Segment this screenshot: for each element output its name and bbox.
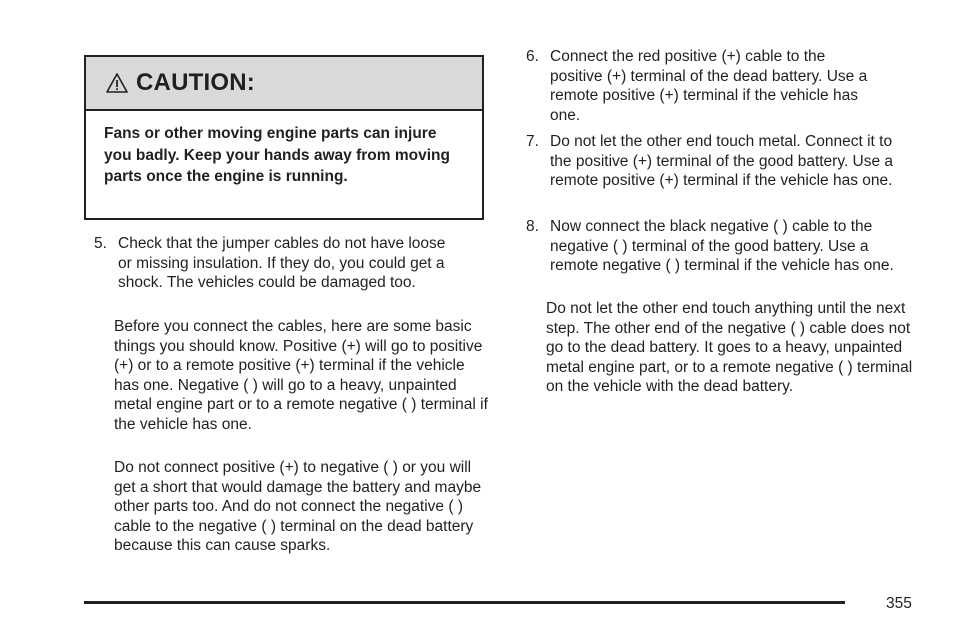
step-text: Check that the jumper cables do not have loose or missing insulation. If they do, you could get a shock. The vehicles could be damaged too. <box>118 235 446 291</box>
step-text: Now connect the black negative ( ) cable to the negative ( ) terminal of the good battery. Use a remote negative ( ) terminal if the vehicle has one. <box>550 218 894 274</box>
paragraph-cable-basics: Before you connect the cables, here are some basic things you should know. Positive (+) will go to positive (+) or to a remote positive (+) terminal if the vehicle has one. Negative ( ) will go to a heavy, unpainted metal engine part or to a remote negative ( ) terminal if the vehicle has one. <box>114 318 488 433</box>
caution-header <box>86 57 482 111</box>
step-number: 6. <box>526 48 539 65</box>
step-5 <box>94 234 456 293</box>
warning-triangle-icon <box>106 72 128 94</box>
step-7 <box>526 132 916 191</box>
step-number: 7. <box>526 133 539 150</box>
caution-box <box>84 55 484 220</box>
caution-text: Fans or other moving engine parts can injure you badly. Keep your hands away from moving parts once the engine is running. <box>104 125 450 185</box>
paragraph-negative-cable: Do not let the other end touch anything until the next step. The other end of the negative ( ) cable does not go to the dead battery. It goes to a heavy, unpainted metal engine part, or to a remote negative ( ) terminal on the vehicle with the dead battery. <box>546 300 913 395</box>
caution-title: CAUTION: <box>136 69 255 96</box>
step-6 <box>526 47 871 125</box>
footer-rule <box>84 601 845 604</box>
page-number: 355 <box>886 595 912 612</box>
step-8 <box>526 217 908 276</box>
step-text: Do not let the other end touch metal. Connect it to the positive (+) terminal of the good battery. Use a remote positive (+) terminal if the vehicle has one. <box>550 133 894 189</box>
paragraph-short-warning: Do not connect positive (+) to negative ( ) or you will get a short that would damage the battery and maybe other parts too. And do not connect the negative ( ) cable to the negative ( ) terminal on the dead battery because this can cause sparks. <box>114 459 482 554</box>
step-number: 8. <box>526 218 539 235</box>
step-number: 5. <box>94 235 107 252</box>
step-text: Connect the red positive (+) cable to the positive (+) terminal of the dead battery. Use a remote positive (+) terminal if the vehicle has one. <box>550 48 868 124</box>
